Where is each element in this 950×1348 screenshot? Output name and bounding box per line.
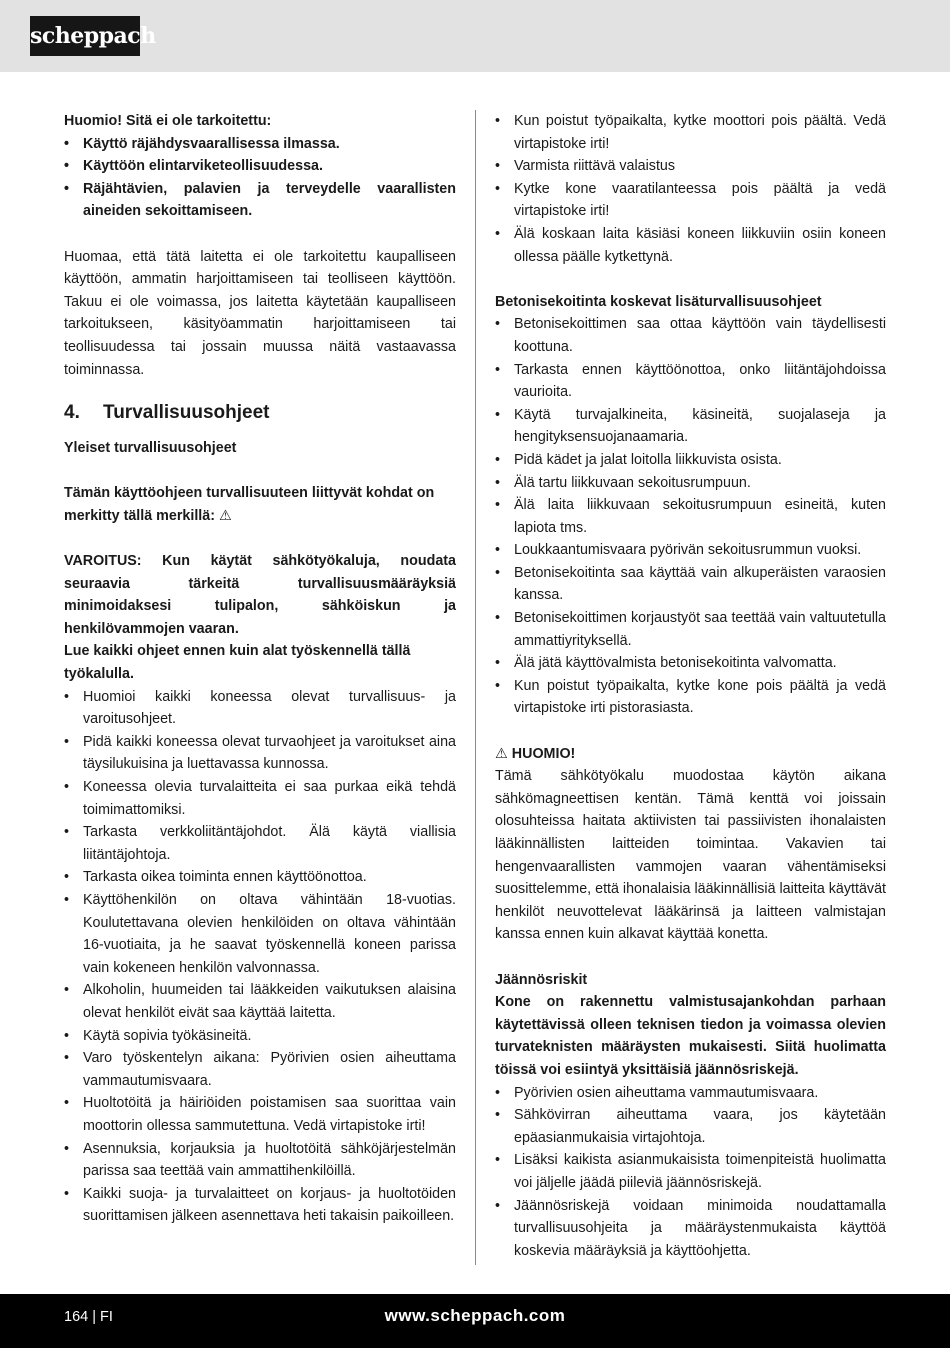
list-item: • Betonisekoittimen saa ottaa käyttöön vain täydellisesti koottuna. — [495, 313, 886, 358]
list-item: • Huoltotöitä ja häiriöiden poistamisen saa suorittaa vain moottorin ollessa sammutettuna. Vedä virtapistoke irti! — [64, 1092, 456, 1137]
list-item: • Pyörivien osien aiheuttama vammautumisvaara. — [495, 1082, 886, 1105]
marking-text: Tämän käyttöohjeen turvallisuuteen liittyvät kohdat on merkitty tällä merkillä: ⚠ — [64, 485, 435, 524]
column-divider — [475, 110, 476, 1265]
list-item: • Huomioi kaikki koneessa olevat turvallisuus- ja varoitusohjeet. — [64, 686, 456, 731]
list-item: • Pidä kädet ja jalat loitolla liikkuvista osista. — [495, 449, 886, 472]
attention-heading: ⚠ HUOMIO! — [495, 745, 576, 762]
list-item: • Varo työskentelyn aikana: Pyörivien osien aiheuttama vammautumisvaara. — [64, 1047, 456, 1092]
list-item: • Tarkasta ennen käyttöönottoa, onko liitäntäjohdoissa vaurioita. — [495, 359, 886, 404]
list-item: • Kaikki suoja- ja turvalaitteet on korjaus- ja huoltotöiden suorittamisen jälkeen asennettava heti takaisin paikoilleen. — [64, 1183, 456, 1228]
section-heading — [64, 399, 456, 427]
read-instructions-text: Lue kaikki ohjeet ennen kuin alat työskennellä tällä työkalulla. — [64, 643, 411, 683]
top-safety-list — [495, 110, 886, 268]
list-item: • Älä koskaan laita käsiäsi koneen liikkuviin osiin koneen ollessa päälle kytkettynä. — [495, 223, 886, 268]
list-item: • Käytä sopivia työkäsineitä. — [64, 1025, 456, 1048]
list-item: • Varmista riittävä valaistus — [495, 155, 886, 178]
list-item: • Kytke kone vaaratilanteessa pois päältä ja vedä virtapistoke irti! — [495, 178, 886, 223]
list-item: • Käyttö räjähdysvaarallisessa ilmassa. — [64, 133, 456, 156]
website-url: www.scheppach.com — [384, 1306, 566, 1325]
residual-risks-heading: Jäännösriskit — [495, 971, 588, 988]
list-item: • Pidä kaikki koneessa olevat turvaohjeet ja varoitukset aina täysilukuisina ja luettavassa kunnossa. — [64, 731, 456, 776]
list-item: • Lisäksi kaikista asianmukaisista toimenpiteistä huolimatta voi jäljelle jäädä piileviä jäännösriskejä. — [495, 1149, 886, 1194]
list-item: • Älä jätä käyttövalmista betonisekoitinta valvomatta. — [495, 652, 886, 675]
left-column — [64, 110, 456, 1228]
residual-risks-intro: Kone on rakennettu valmistusajankohdan parhaan käytettävissä olleen teknisen tiedon ja voimassa olevien turvateknisten määräysten mukaisesti. Siitä huolimatta töissä voi esiintyä yksittäisiä jäännösriskejä. — [495, 994, 886, 1078]
mixer-safety-heading: Betonisekoitinta koskevat lisäturvallisuusohjeet — [495, 293, 822, 310]
intended-use-paragraph: Huomaa, että tätä laitetta ei ole tarkoitettu kaupalliseen käyttöön, ammatin harjoittamiseen tai teolliseen käyttöön. Takuu ei ole voimassa, jos laitetta käytetään kaupalliseen tarkoitukseen, käsityöammatin harjoittamiseen tai teollisuudessa tai jossain muussa näitä vastaavassa toiminnassa. — [64, 248, 456, 378]
list-item: • Tarkasta oikea toiminta ennen käyttöönottoa. — [64, 866, 456, 889]
notice-list — [64, 133, 456, 223]
list-item: • Käytä turvajalkineita, käsineitä, suojalaseja ja hengityksensuojanaamaria. — [495, 404, 886, 449]
list-item: • Tarkasta verkkoliitäntäjohdot. Älä käytä viallisia liitäntäjohtoja. — [64, 821, 456, 866]
page-number: 164 | FI — [64, 1309, 113, 1325]
list-item: • Asennuksia, korjauksia ja huoltotöitä sähköjärjestelmän parissa saa teettää vain ammattihenkilöillä. — [64, 1138, 456, 1183]
list-item: • Betonisekoittimen korjaustyöt saa teettää vain valtuutetulla ammattiyrityksellä. — [495, 607, 886, 652]
list-item: • Betonisekoitinta saa käyttää vain alkuperäisten varaosien kanssa. — [495, 562, 886, 607]
list-item: • Älä tartu liikkuvaan sekoitusrumpuun. — [495, 472, 886, 495]
list-item: • Räjähtävien, palavien ja terveydelle vaarallisten aineiden sekoittamiseen. — [64, 178, 456, 223]
scheppach-logo: scheppach — [30, 16, 140, 56]
mixer-safety-list — [495, 313, 886, 720]
notice-title: Huomio! Sitä ei ole tarkoitettu: — [64, 113, 272, 129]
list-item: • Alkoholin, huumeiden tai lääkkeiden vaikutuksen alaisina olevat henkilöt eivät saa käyttää laitetta. — [64, 979, 456, 1024]
general-safety-heading: Yleiset turvallisuusohjeet — [64, 440, 237, 457]
list-item: • Sähkövirran aiheuttama vaara, jos käytetään epäasianmukaisia virtajohtoja. — [495, 1104, 886, 1149]
warning-text: VAROITUS: Kun käytät sähkötyökaluja, noudata seuraavia tärkeitä turvallisuusmääräyksiä minimoidaksesi tulipalon, sähköiskun ja henkilövammojen vaaran. — [64, 553, 456, 637]
list-item: • Kun poistut työpaikalta, kytke kone pois päältä ja vedä virtapistoke irti pistorasiasta. — [495, 675, 886, 720]
footer-bar — [0, 1294, 950, 1348]
list-item: • Käyttöhenkilön on oltava vähintään 18-vuotias. Koulutettavana olevien henkilöiden on oltava vähintään 16-vuotiaita, ja he saavat työskennellä koneen parissa vain kokeneen henkilön valvonnassa. — [64, 889, 456, 979]
residual-risks-list — [495, 1082, 886, 1263]
list-item: • Kun poistut työpaikalta, kytke moottori pois päältä. Vedä virtapistoke irti! — [495, 110, 886, 155]
general-safety-list — [64, 686, 456, 1228]
list-item: • Älä laita liikkuvaan sekoitusrumpuun esineitä, kuten lapiota tms. — [495, 494, 886, 539]
list-item: • Käyttöön elintarviketeollisuudessa. — [64, 155, 456, 178]
section-number: 4. — [64, 402, 80, 424]
list-item: • Loukkaantumisvaara pyörivän sekoitusrummun vuoksi. — [495, 539, 886, 562]
section-title: Turvallisuusohjeet — [103, 402, 270, 424]
attention-paragraph: Tämä sähkötyökalu muodostaa käytön aikana sähkömagneettisen kentän. Tämä kenttä voi joissain olosuhteissa haitata aktiivisten tai passiivisten ihonalaisten lääkinnällisten laitteiden toimintaa. Vakavien tai hengenvaarallisten vammojen vaaran vähentämiseksi suosittelemme, että ihonalaisia lääkinnällisiä laitteita käyttävät henkilöt neuvottelevat lääkärinsä ja laitteen valmistajan kanssa ennen kuin alkavat käyttää konetta. — [495, 768, 886, 943]
list-item: • Jäännösriskejä voidaan minimoida noudattamalla turvallisuusohjeita ja määräystenmukaista käyttöä koskevia määräyksiä ja käyttöohjetta. — [495, 1195, 886, 1263]
right-column — [495, 110, 886, 1262]
list-item: • Koneessa olevia turvalaitteita ei saa purkaa eikä tehdä toimimattomiksi. — [64, 776, 456, 821]
header-bar — [0, 0, 950, 72]
